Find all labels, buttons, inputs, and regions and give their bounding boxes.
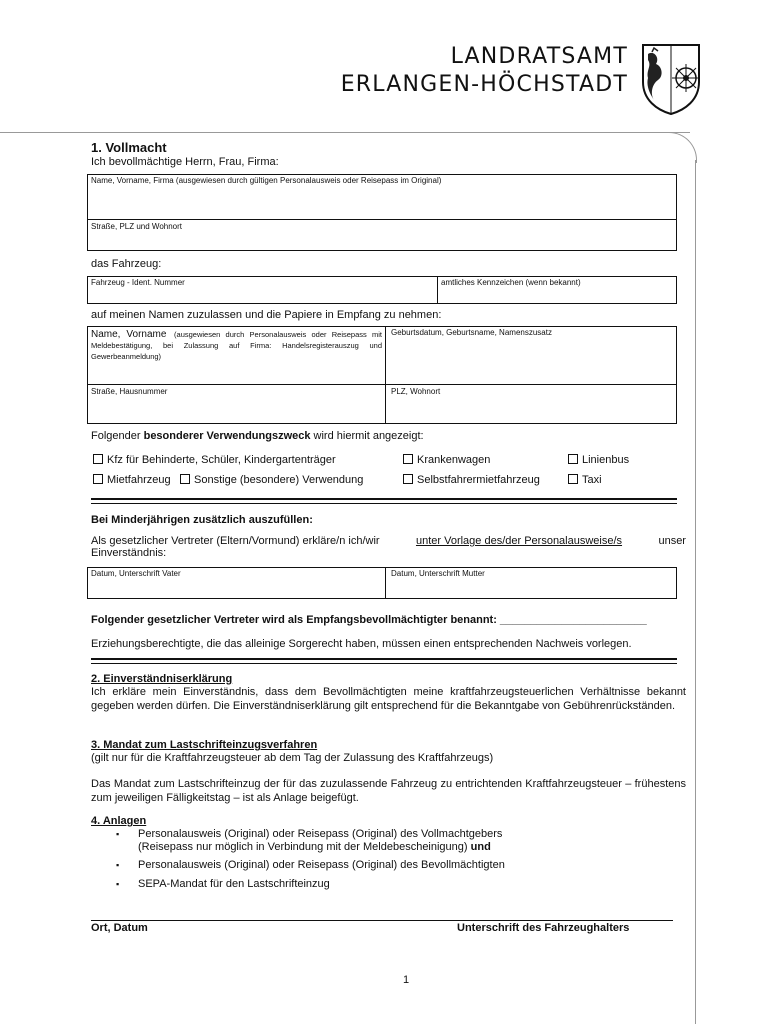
father-signature-label: Datum, Unterschrift Vater — [91, 569, 181, 578]
section-divider — [91, 498, 677, 504]
purpose-suffix: wird hiermit angezeigt: — [310, 430, 424, 442]
section3-title: 3. Mandat zum Lastschrifteinzugsverfahren — [91, 739, 318, 751]
checkbox-self-drive-rental[interactable] — [403, 474, 540, 486]
authority-name — [341, 44, 628, 98]
attachment-item-1: Personalausweis (Original) oder Reisepass (Original) des Vollmachtgebers — [138, 828, 503, 840]
owner-city-label: PLZ, Wohnort — [391, 387, 441, 396]
owner-birth-field[interactable] — [386, 327, 676, 385]
plate-field[interactable] — [438, 277, 676, 303]
attachment-item-3: SEPA-Mandat für den Lastschrifteinzug — [138, 878, 330, 890]
place-date-label: Ort, Datum — [91, 922, 148, 934]
checkbox-icon[interactable] — [93, 454, 103, 464]
authorized-person-box — [87, 174, 677, 251]
section3-subtitle: (gilt nur für die Kraftfahrzeugsteuer ab dem Tag der Zulassung des Kraftfahrzeugs) — [91, 752, 494, 764]
owner-name-note: (ausgewiesen durch Personalausweis oder Reisepass mit Meldebestätigung, bei Zulassung auf Firma: Handelsregisterauszug und Gewerbeanmeldung) — [91, 330, 382, 361]
custody-text: Erziehungsberechtigte, die das alleinige Sorgerecht haben, müssen einen entsprechenden Nachweis vorlegen. — [91, 638, 632, 650]
vehicle-box — [87, 276, 677, 304]
frame-top-line — [0, 132, 690, 133]
checkbox-rental[interactable] — [93, 474, 171, 486]
checkbox-ambulance[interactable] — [403, 454, 490, 466]
authorized-name-label: Name, Vorname, Firma (ausgewiesen durch gültigen Personalausweis oder Reisepass im Original) — [91, 176, 442, 185]
authority-line-1: LANDRATSAMT — [450, 44, 628, 69]
vehicle-id-label: Fahrzeug - Ident. Nummer — [91, 278, 185, 287]
owner-street-field[interactable] — [88, 385, 386, 423]
vehicle-id-field[interactable] — [88, 277, 438, 303]
section3-text: Das Mandat zum Lastschrifteinzug der für das zuzulassende Fahrzeug zu entrichtenden Kraftfahrzeugsteuer – frühestens zum jeweiligen Fälligkeitstag – ist als Anlage beigefügt. — [91, 778, 686, 804]
section2-title: 2. Einverständniserklärung — [91, 673, 233, 685]
bullet-icon: ▪ — [116, 860, 120, 870]
minors-text-suffix: unser — [658, 535, 686, 547]
purpose-text — [91, 430, 424, 442]
frame-right-line — [695, 160, 696, 1024]
authorized-name-field[interactable] — [88, 175, 676, 220]
minors-text-prefix: Als gesetzlicher Vertreter (Eltern/Vormund) erkläre/n ich/wir — [91, 535, 380, 547]
checkbox-icon[interactable] — [568, 474, 578, 484]
authorized-address-field[interactable] — [88, 220, 676, 250]
checkbox-bus[interactable] — [568, 454, 629, 466]
authority-line-2: ERLANGEN-HÖCHSTADT — [340, 72, 628, 97]
bullet-icon: ▪ — [116, 879, 120, 889]
checkbox-other-use[interactable] — [180, 474, 363, 486]
checkbox-disabled-transport[interactable] — [93, 454, 336, 466]
representative-text: Folgender gesetzlicher Vertreter wird als Empfangsbevollmächtigter benannt: ________________________ — [91, 614, 647, 626]
vehicle-label: das Fahrzeug: — [91, 258, 162, 270]
checkbox-icon[interactable] — [403, 474, 413, 484]
section4-title: 4. Anlagen — [91, 815, 147, 827]
owner-name-label: Name, Vorname — [91, 329, 167, 340]
owner-city-field[interactable] — [386, 385, 676, 423]
checkbox-icon[interactable] — [180, 474, 190, 484]
attachment-item-2: Personalausweis (Original) oder Reisepass (Original) des Bevollmächtigten — [138, 859, 505, 871]
attachment-item-1-note-text: (Reisepass nur möglich in Verbindung mit der Meldebescheinigung) — [138, 841, 468, 853]
section1-title: 1. Vollmacht — [91, 140, 167, 155]
purpose-bold: besonderer Verwendungszweck — [143, 430, 311, 442]
signature-label: Unterschrift des Fahrzeughalters — [457, 922, 630, 934]
plate-label: amtliches Kennzeichen (wenn bekannt) — [441, 278, 581, 287]
bullet-icon: ▪ — [116, 829, 120, 839]
minors-heading: Bei Minderjährigen zusätzlich auszufüllen: — [91, 514, 313, 526]
owner-birth-label: Geburtsdatum, Geburtsname, Namenszusatz — [391, 328, 552, 337]
minors-text-line2: Einverständnis: — [91, 547, 167, 559]
owner-box — [87, 326, 677, 424]
signature-line[interactable] — [91, 920, 673, 921]
checkbox-taxi[interactable] — [568, 474, 602, 486]
purpose-prefix: Folgender — [91, 430, 144, 442]
checkbox-icon[interactable] — [93, 474, 103, 484]
checkbox-label: Linienbus — [582, 454, 630, 466]
section2-text: Ich erkläre mein Einverständnis, dass dem Bevollmächtigten meine kraftfahrzeugsteuerlichen Verhältnisse bekannt gegeben werden dürfen. Die Einverständniserklärung gilt entsprechend für die Bekanntgabe von Gebührenrückständen. — [91, 686, 686, 712]
minors-text-underlined: unter Vorlage des/der Personalausweise/s — [415, 535, 623, 547]
mother-signature-label: Datum, Unterschrift Mutter — [391, 569, 485, 578]
section1-intro: Ich bevollmächtige Herrn, Frau, Firma: — [91, 156, 279, 168]
father-signature-field[interactable] — [88, 568, 386, 598]
checkbox-label: Taxi — [582, 474, 602, 486]
attachment-item-1-note — [138, 841, 491, 853]
checkbox-label: Selbstfahrermietfahrzeug — [417, 474, 540, 486]
owner-street-label: Straße, Hausnummer — [91, 387, 168, 396]
page-number: 1 — [403, 974, 410, 986]
minors-text-line1 — [91, 535, 686, 547]
frame-corner — [666, 132, 697, 163]
authorized-address-label: Straße, PLZ und Wohnort — [91, 222, 183, 231]
parents-signature-box — [87, 567, 677, 599]
register-text: auf meinen Namen zuzulassen und die Papiere in Empfang zu nehmen: — [91, 309, 442, 321]
checkbox-label: Sonstige (besondere) Verwendung — [194, 474, 364, 486]
section-divider — [91, 658, 677, 664]
checkbox-label: Mietfahrzeug — [107, 474, 171, 486]
checkbox-icon[interactable] — [568, 454, 578, 464]
checkbox-label: Krankenwagen — [417, 454, 491, 466]
coat-of-arms-icon — [640, 42, 702, 116]
mother-signature-field[interactable] — [386, 568, 676, 598]
checkbox-icon[interactable] — [403, 454, 413, 464]
owner-name-field[interactable] — [88, 327, 386, 385]
checkbox-label: Kfz für Behinderte, Schüler, Kindergartenträger — [107, 454, 336, 466]
attachment-and: und — [470, 841, 491, 853]
